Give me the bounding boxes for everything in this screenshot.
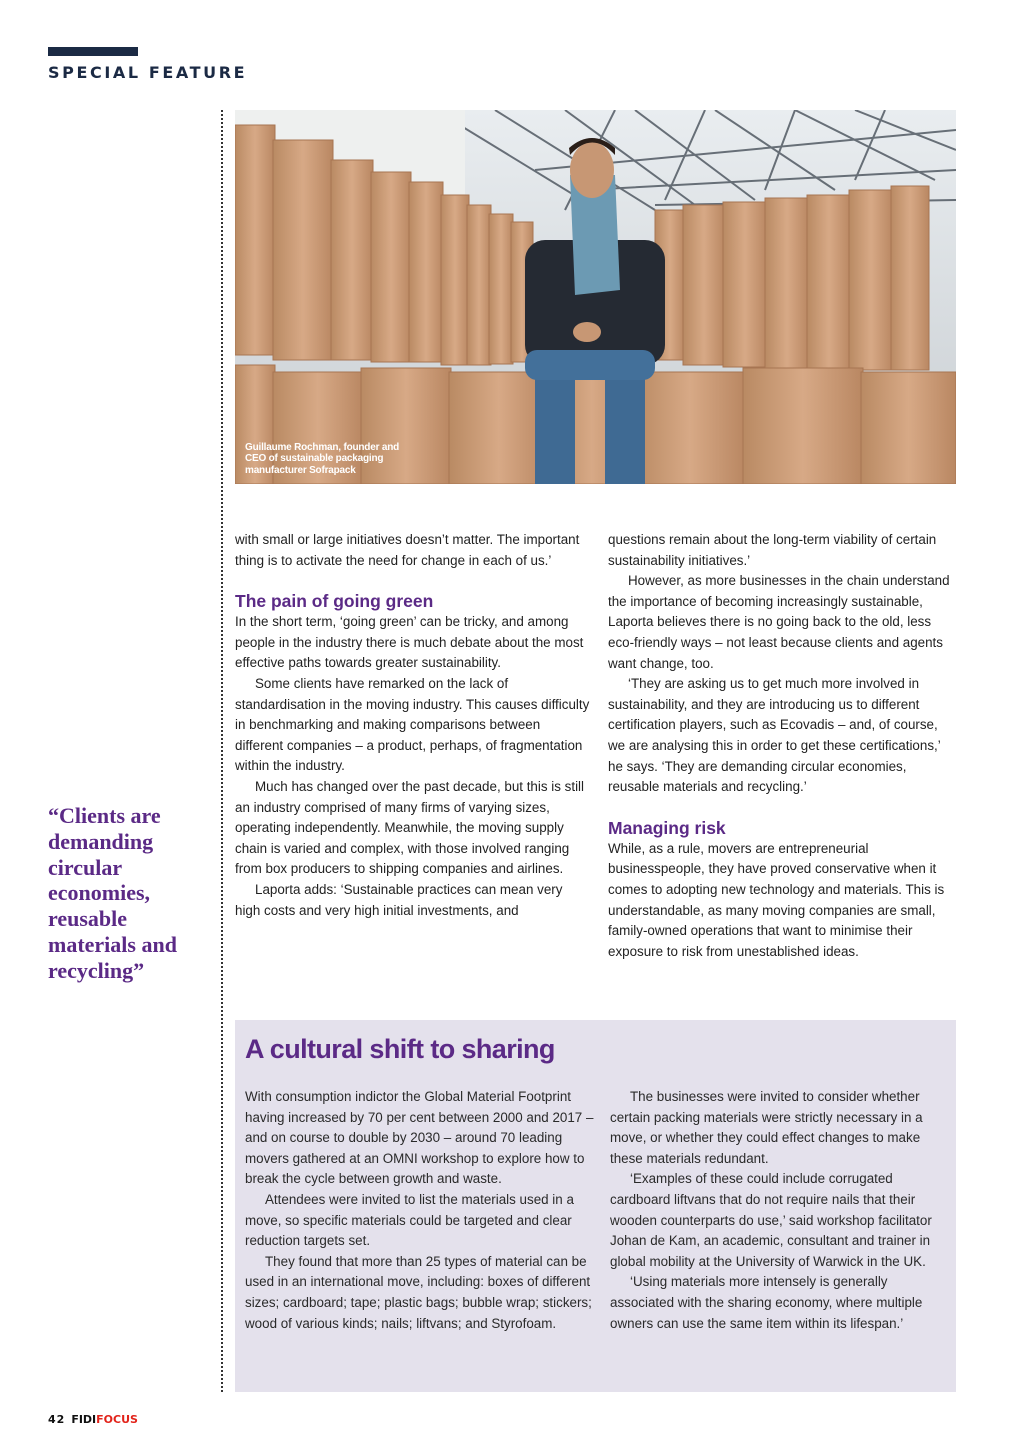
subheading-pain-of-going-green: The pain of going green <box>235 591 434 612</box>
page-footer <box>48 1413 138 1426</box>
subheading-managing-risk: Managing risk <box>608 817 726 838</box>
paragraph: The businesses were invited to consider whether certain packing materials were strictly necessary in a move, or whether they could effect changes to make these materials redundant. <box>610 1089 923 1166</box>
brand-logo-fidi: FIDI <box>71 1413 97 1426</box>
sidebar-box-title: A cultural shift to sharing <box>245 1034 555 1064</box>
paragraph: While, as a rule, movers are entrepreneurial businesspeople, they have proved conservative when it comes to adopting new technology and materials. This is understandable, as many moving companies are small, family-owned operations that want to minimise their exposure to risk from unestablished ideas. <box>608 840 945 959</box>
brand-logo-focus: FOCUS <box>96 1413 138 1426</box>
paragraph: Much has changed over the past decade, but this is still an industry comprised of many firms of varying sizes, operating independently. Meanwhile, the moving supply chain is varied and complex, with those involved ranging from box producers to shipping companies and airlines. <box>235 778 585 877</box>
paragraph: In the short term, ‘going green’ can be tricky, and among people in the industry there is much debate about the most effective paths towards greater sustainability. <box>235 614 584 671</box>
paragraph: ‘Examples of these could include corrugated cardboard liftvans that do not require nails that their wooden counterparts do use,’ said workshop facilitator Johan de Kam, an academic, consultant and trainer in global mobility at the University of Warwick in the UK. <box>610 1171 932 1269</box>
sidebar-column-2 <box>610 1087 955 1334</box>
paragraph: ‘Using materials more intensely is generally associated with the sharing economy, where multiple owners can use the same item within its lifespan.’ <box>610 1274 923 1331</box>
paragraph: Attendees were invited to list the materials used in a move, so specific materials could be targeted and clear reduction targets set. <box>245 1191 574 1249</box>
article-column-2 <box>608 530 958 962</box>
feature-photo <box>235 110 956 484</box>
pull-quote: “Clients are demanding circular economies, reusable materials and recycling” <box>48 803 177 983</box>
paragraph: However, as more businesses in the chain understand the importance of becoming increasingly sustainable, Laporta believes there is no going back to the old, less eco-friendly ways – not least because clients and agents want change, too. <box>608 573 950 671</box>
paragraph: With consumption indictor the Global Material Footprint having increased by 70 per cent between 2000 and 2017 – and on course to double by 2030 – around 70 leading movers gathered at an OMNI workshop to explore how to break the cycle between growth and waste. <box>245 1089 594 1187</box>
sidebar-column-1 <box>245 1087 595 1334</box>
column-divider <box>221 110 223 1392</box>
photo-caption: Guillaume Rochman, founder and CEO of sustainable packaging manufacturer Sofrapack <box>245 441 400 476</box>
page-number: 42 <box>48 1413 66 1426</box>
paragraph: They found that more than 25 types of material can be used in an international move, including: boxes of different sizes; cardboard; tape; plastic bags; bubble wrap; stickers; wood of various kinds; nails; liftvans; and Styrofoam. <box>245 1253 592 1331</box>
sidebar-box <box>235 1020 956 1392</box>
article-column-1 <box>235 530 590 921</box>
warehouse-photo-illustration <box>235 110 956 484</box>
paragraph: Laporta adds: ‘Sustainable practices can mean very high costs and very high initial investments, and <box>235 881 563 918</box>
header-accent-bar <box>48 47 138 56</box>
paragraph: questions remain about the long-term viability of certain sustainability initiatives.’ <box>608 532 937 568</box>
section-label: SPECIAL FEATURE <box>48 63 248 82</box>
paragraph: with small or large initiatives doesn’t matter. The important thing is to activate the need for change in each of us.’ <box>235 532 580 568</box>
paragraph: ‘They are asking us to get much more involved in sustainability, and they are introducing us to different certification players, such as Ecovadis – and, of course, we are analysing this in order to get these certifications,’ he says. ‘They are demanding circular economies, reusable materials and recycling.’ <box>608 676 941 795</box>
paragraph: Some clients have remarked on the lack of standardisation in the moving industry. This causes difficulty in benchmarking and making comparisons between different companies – a product, perhaps, of fragmentation within the industry. <box>235 675 590 774</box>
